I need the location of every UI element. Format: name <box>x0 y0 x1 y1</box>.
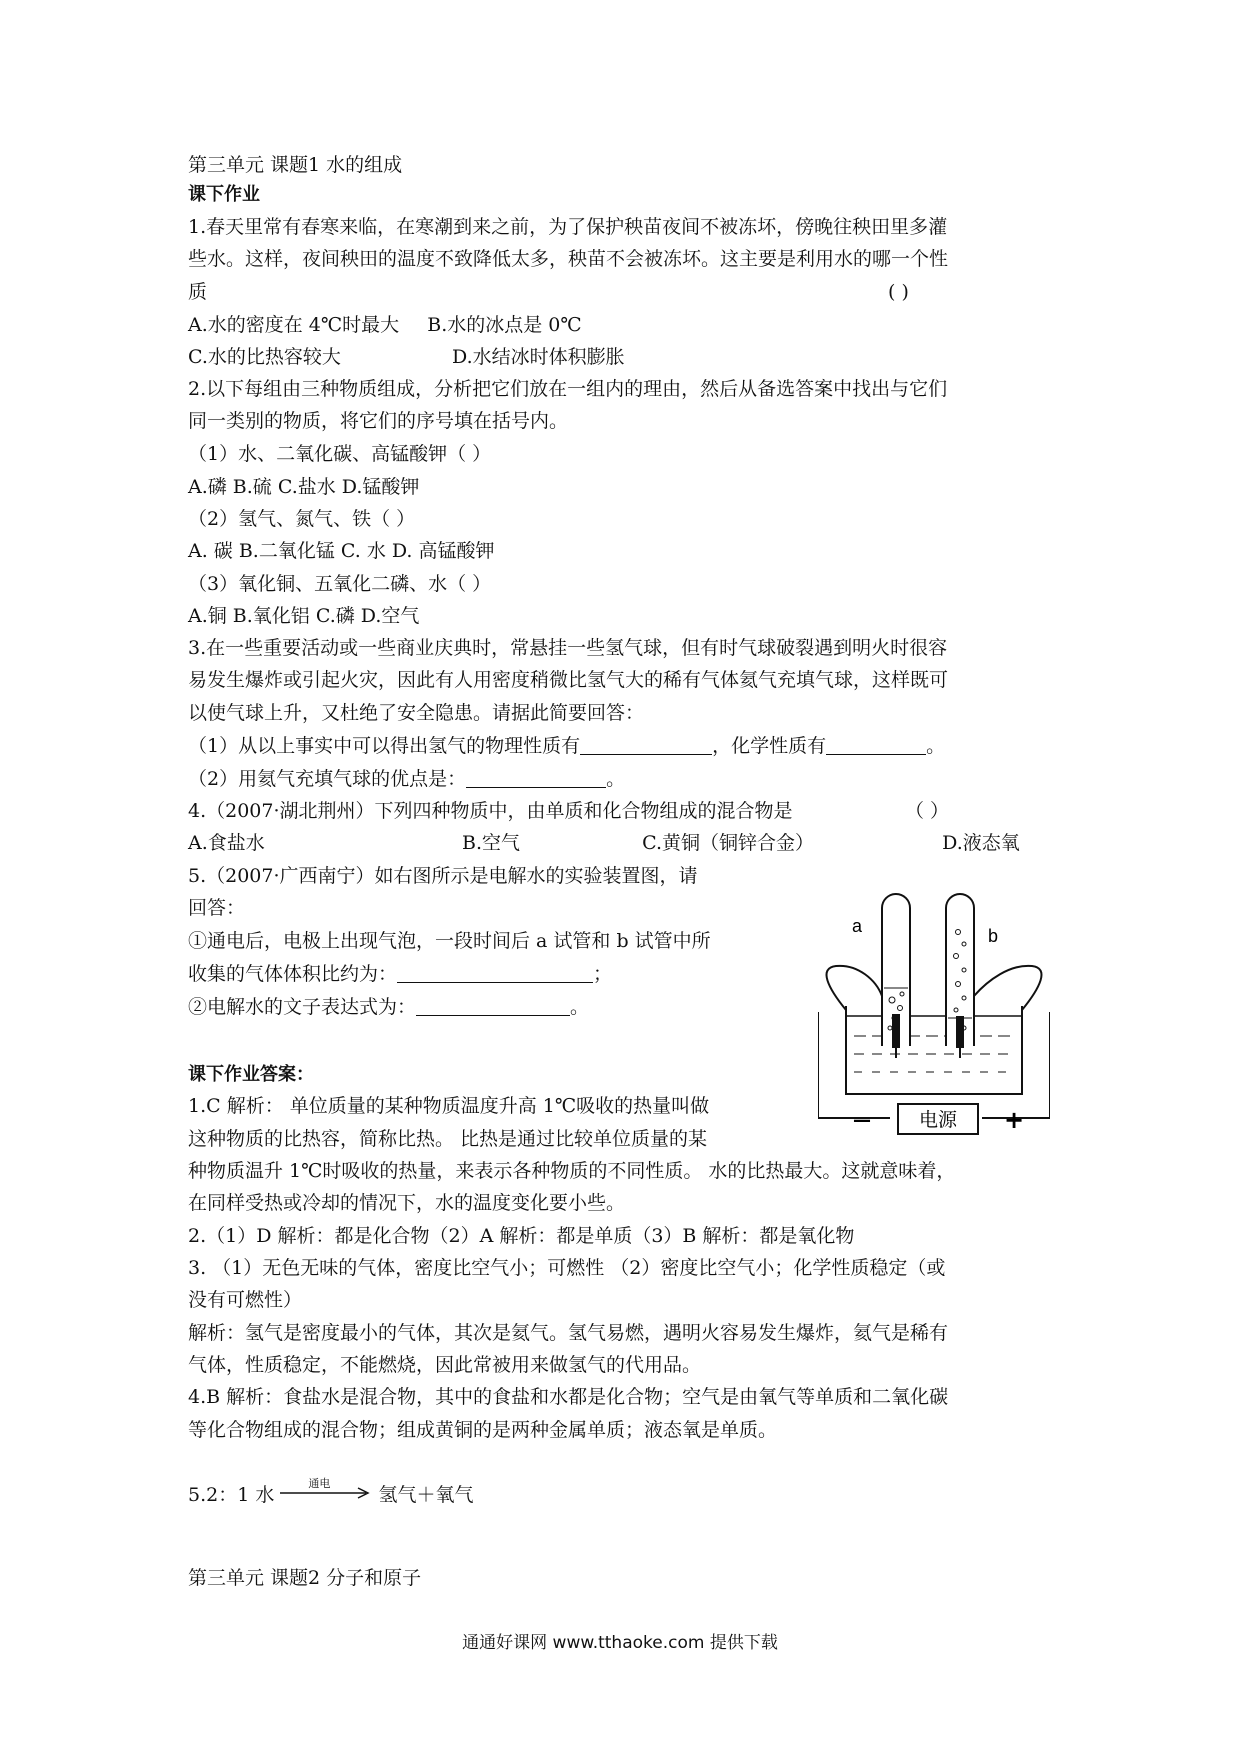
answer2: 2.（1）D 解析：都是化合物（2）A 解析：都是单质（3）B 解析：都是氧化物 <box>188 1225 855 1247</box>
tube-a-label: a <box>852 916 863 936</box>
q1-option-c: C.水的比热容较大 <box>188 346 341 368</box>
q5-line5-prefix: ②电解水的文子表达式为： <box>188 996 417 1018</box>
answer1-line1: 1.C 解析： 单位质量的某种物质温度升高 1℃吸收的热量叫做 <box>188 1095 710 1117</box>
answer5-prefix: 5.2：1 水 <box>188 1484 275 1506</box>
answer5 <box>188 1477 474 1510</box>
wire-left <box>818 1012 890 1118</box>
q1-option-d: D.水结冰时体积膨胀 <box>452 346 625 368</box>
q3-line1: 3.在一些重要活动或一些商业庆典时，常悬挂一些氢气球，但有时气球破裂遇到明火时很容 <box>188 637 948 659</box>
trough <box>846 1006 1022 1094</box>
q4-option-a: A.食盐水 <box>188 832 265 854</box>
q2-group2: （2）氢气、氮气、铁（ ） <box>188 508 416 530</box>
q5-line4 <box>188 959 612 989</box>
q5-line5 <box>188 992 589 1022</box>
minus-sign: — <box>853 1110 871 1131</box>
q2-group2-options: A. 碳 B.二氧化锰 C. 水 D. 高锰酸钾 <box>188 540 495 562</box>
answer4-line2: 等化合物组成的混合物；组成黄铜的是两种金属单质；液态氧是单质。 <box>188 1419 778 1441</box>
answer3-line2: 没有可燃性） <box>188 1289 303 1311</box>
answer1-line2: 这种物质的比热容，简称比热。 比热是通过比较单位质量的某 <box>188 1128 708 1150</box>
q1-line3-text: 质 <box>188 281 208 303</box>
q1-line3 <box>188 277 207 307</box>
q1-answer-paren: ( ) <box>888 281 909 303</box>
q2-group3-options: A.铜 B.氧化铝 C.磷 D.空气 <box>188 605 420 627</box>
wire-right <box>982 1012 1050 1118</box>
q3-sub2 <box>188 764 625 794</box>
power-supply-label: 电源 <box>918 1109 958 1131</box>
answer5-products: 氢气＋氧气 <box>378 1484 474 1506</box>
answer3-line4: 气体，性质稳定，不能燃烧，因此常被用来做氢气的代用品。 <box>188 1354 702 1376</box>
reaction-condition: 通电 <box>308 1477 331 1490</box>
q1-options-row2 <box>188 342 625 372</box>
electrode-a <box>892 1014 900 1048</box>
q5-ratio-blank[interactable] <box>397 962 593 983</box>
arrow-icon <box>280 1483 372 1503</box>
q3-sub1-end: 。 <box>926 735 946 757</box>
q4-option-c: C.黄铜（铜锌合金） <box>642 832 814 854</box>
q3-physical-blank[interactable] <box>580 734 712 755</box>
q3-line3: 以使气球上升，又杜绝了安全隐患。请据此简要回答： <box>188 702 645 724</box>
wire-left-loop <box>827 966 882 1010</box>
q5-line2: 回答： <box>188 897 246 919</box>
answers-heading: 课下作业答案： <box>188 1064 314 1085</box>
q3-sub1-prefix: （1）从以上事实中可以得出氢气的物理性质有 <box>188 735 581 757</box>
q5-expression-blank[interactable] <box>416 995 570 1016</box>
q3-sub1 <box>188 731 945 761</box>
section2-title: 第三单元 课题2 分子和原子 <box>188 1567 422 1589</box>
q2-line2: 同一类别的物质，将它们的序号填在括号内。 <box>188 410 569 432</box>
answer3-line3: 解析：氢气是密度最小的气体，其次是氦气。氢气易燃，遇明火容易发生爆炸，氦气是稀有 <box>188 1322 949 1344</box>
answer1-line4: 在同样受热或冷却的情况下，水的温度变化要小些。 <box>188 1192 626 1214</box>
q4-options <box>188 828 1020 858</box>
q4-line1: 4.（2007·湖北荆州）下列四种物质中，由单质和化合物组成的混合物是 <box>188 800 793 822</box>
q2-line1: 2.以下每组由三种物质组成，分析把它们放在一组内的理由，然后从备选答案中找出与它们 <box>188 378 948 400</box>
electrolysis-diagram <box>818 888 1050 1150</box>
tube-b-label: b <box>988 926 999 946</box>
q2-group1-options: A.磷 B.硫 C.盐水 D.锰酸钾 <box>188 476 420 498</box>
wire-right-loop <box>974 966 1041 1010</box>
q3-sub2-end: 。 <box>606 768 626 790</box>
answer3-line1: 3. （1）无色无味的气体，密度比空气小；可燃性 （2）密度比空气小；化学性质稳定（或 <box>188 1257 946 1279</box>
q3-line2: 易发生爆炸或引起火灾，因此有人用密度稍微比氢气大的稀有气体氦气充填气球，这样既可 <box>188 669 949 691</box>
answer1-line3: 种物质温升 1℃时吸收的热量，来表示各种物质的不同性质。 水的比热最大。这就意味着， <box>188 1160 956 1182</box>
q3-chemical-blank[interactable] <box>826 734 926 755</box>
q5-line5-end: 。 <box>570 996 590 1018</box>
q4-option-d: D.液态氧 <box>942 832 1020 854</box>
q5-line4-end: ； <box>593 963 613 985</box>
q1-option-b: B.水的冰点是 0℃ <box>427 314 582 336</box>
q3-advantage-blank[interactable] <box>466 767 606 788</box>
q5-line1: 5.（2007·广西南宁）如右图所示是电解水的实验装置图，请 <box>188 865 698 887</box>
reaction-arrow <box>280 1477 372 1503</box>
q1-line2: 些水。这样，夜间秧田的温度不致降低太多，秧苗不会被冻坏。这主要是利用水的哪一个性 <box>188 248 949 270</box>
homework-heading: 课下作业 <box>188 184 260 205</box>
electrode-b <box>956 1016 964 1048</box>
q1-line1: 1.春天里常有春寒来临，在寒潮到来之前，为了保护秧苗夜间不被冻坏，傍晚往秧田里多灌 <box>188 216 948 238</box>
q3-sub2-prefix: （2）用氦气充填气球的优点是： <box>188 768 467 790</box>
q5-line3: ①通电后，电极上出现气泡，一段时间后 a 试管和 b 试管中所 <box>188 930 711 952</box>
q2-group3: （3）氧化铜、五氧化二磷、水（ ） <box>188 573 492 595</box>
plus-sign: + <box>1003 1106 1025 1134</box>
answer4-line1: 4.B 解析：食盐水是混合物，其中的食盐和水都是化合物；空气是由氧气等单质和二氧化碳 <box>188 1386 949 1408</box>
q5-line4-prefix: 收集的气体体积比约为： <box>188 963 398 985</box>
footer-credit: 通通好课网 www.tthaoke.com 提供下载 <box>462 1633 778 1653</box>
q1-option-a: A.水的密度在 4℃时最大 <box>188 314 400 336</box>
q1-options-row1 <box>188 310 582 340</box>
q3-sub1-mid: ，化学性质有 <box>712 735 827 757</box>
q4-answer-paren: （ ） <box>905 800 950 822</box>
q4-option-b: B.空气 <box>462 832 521 854</box>
q2-group1: （1）水、二氧化碳、高锰酸钾（ ） <box>188 443 492 465</box>
section-title: 第三单元 课题1 水的组成 <box>188 154 403 176</box>
